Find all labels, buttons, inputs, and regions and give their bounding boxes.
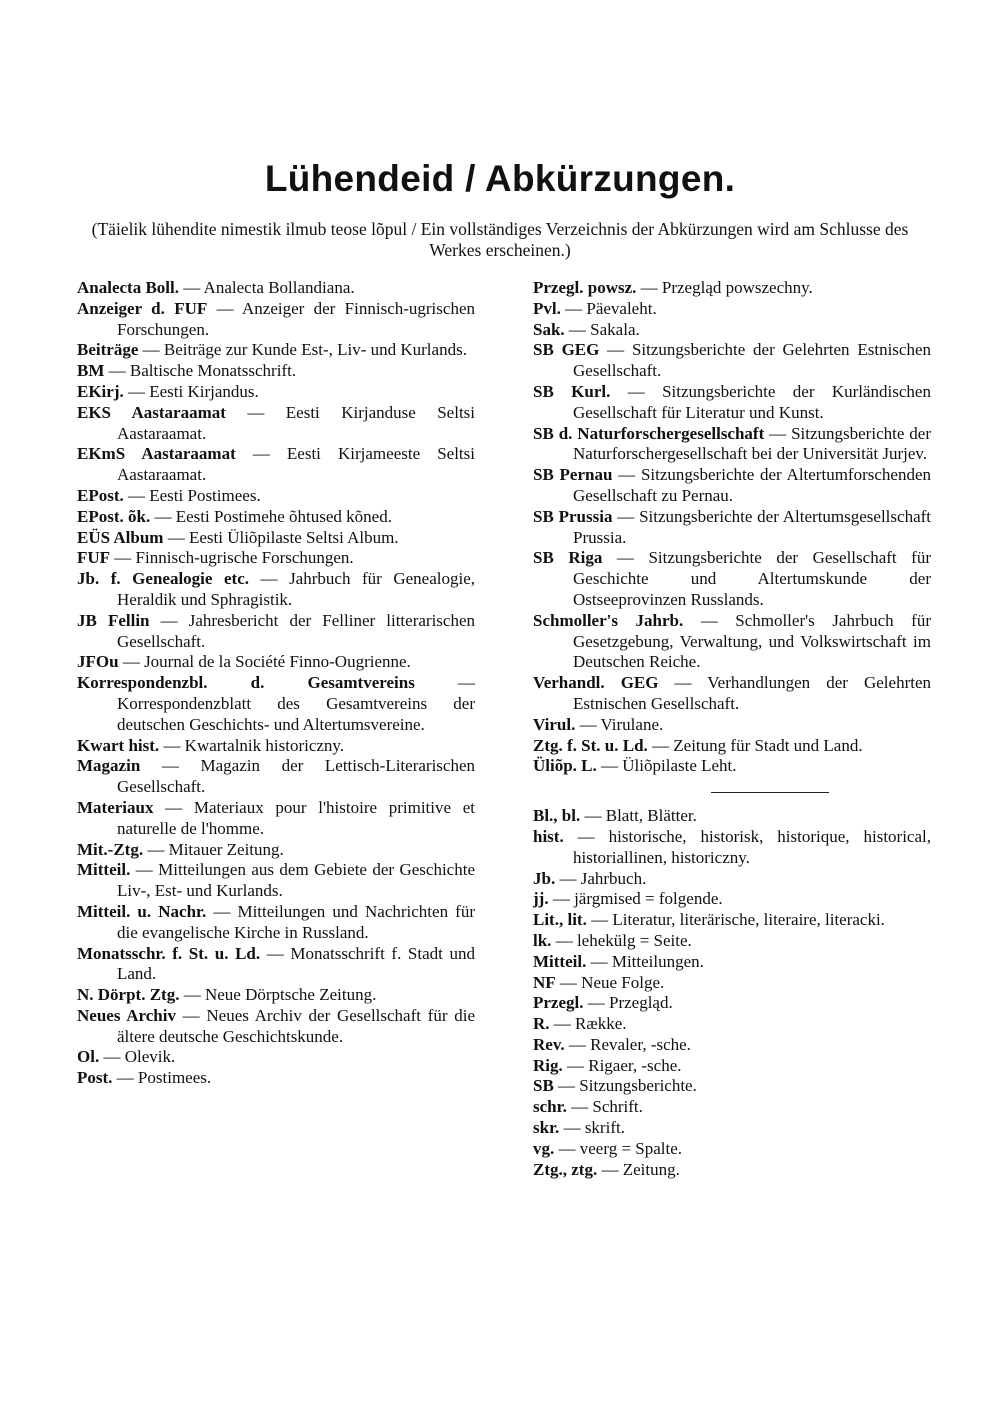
abbreviation-definition: — veerg = Spalte.: [554, 1138, 683, 1158]
abbreviation-entry: [533, 756, 931, 777]
abbreviation-definition: — Zeitung.: [597, 1159, 680, 1179]
abbreviation-entry: [77, 798, 475, 840]
abbreviation-term: EPost.: [77, 485, 124, 505]
abbreviation-entry: [533, 278, 931, 299]
abbreviation-term: EÜS Album: [77, 527, 164, 547]
abbreviation-term: SB Riga: [533, 548, 603, 568]
abbreviation-term: Monatsschr. f. St. u. Ld.: [77, 943, 261, 963]
abbreviation-entry: [77, 611, 475, 653]
abbreviation-definition: — Postimees.: [112, 1068, 212, 1088]
abbreviation-definition: — Korrespondenzblatt des Gesamtvereins der deutschen Geschichts- und Altertumsvereine.: [117, 673, 475, 734]
abbreviation-entry: [533, 806, 931, 827]
abbreviation-definition: — historische, historisk, historique, historical, historiallinen, historiczny.: [563, 826, 931, 867]
abbreviation-term: Materiaux: [77, 797, 154, 817]
abbreviation-entry: [533, 910, 931, 931]
abbreviation-definition: — Sitzungsberichte der Gesellschaft für Geschichte und Altertumskunde der Ostseeprovinzen Russlands.: [573, 548, 932, 609]
abbreviation-definition: — Jahresbericht der Felliner litterarischen Gesellschaft.: [117, 610, 475, 651]
abbreviation-definition: — Sitzungsberichte der Naturforschergesellschaft bei der Universität Jurjev.: [573, 423, 931, 464]
abbreviation-definition: — Blatt, Blätter.: [580, 806, 697, 826]
abbreviation-definition: — Przegląd powszechny.: [636, 278, 813, 297]
abbreviation-entry: [533, 1035, 931, 1056]
abbreviation-term: lk.: [533, 930, 552, 950]
abbreviation-definition: — Mitteilungen aus dem Gebiete der Geschichte Liv-, Est- und Kurlands.: [117, 860, 475, 901]
abbreviation-entry: [533, 827, 931, 869]
abbreviation-definition: — Sitzungsberichte der Altertumsgesellschaft Prussia.: [573, 506, 932, 547]
abbreviation-term: SB Kurl.: [533, 381, 611, 401]
abbreviation-entry: [77, 1006, 475, 1048]
abbreviation-term: Beiträge: [77, 340, 139, 360]
page-title: Lühendeid / Abkürzungen.: [264, 158, 736, 199]
abbreviation-entry: [533, 548, 931, 610]
right-entries: [533, 278, 931, 777]
abbreviation-term: JB Fellin: [77, 610, 150, 630]
page-subtitle: (Täielik lühendite nimestik ilmub teose lõpul / Ein vollständiges Verzeichnis der Abkürzungen wird am Schlusse des Werkes erscheinen.): [91, 219, 909, 260]
abbreviation-term: Ztg., ztg.: [533, 1159, 598, 1179]
abbreviation-entry: [533, 1139, 931, 1160]
abbreviation-definition: — Analecta Bollandiana.: [179, 278, 355, 297]
abbreviation-definition: — Olevik.: [99, 1047, 176, 1067]
abbreviation-term: Üliõp. L.: [533, 756, 597, 776]
abbreviation-definition: — Materiaux pour l'histoire primitive et naturelle de l'homme.: [117, 797, 475, 838]
abbreviation-entry: [533, 869, 931, 890]
abbreviation-term: EKmS Aastaraamat: [77, 444, 236, 464]
abbreviation-term: BM: [77, 361, 105, 381]
abbreviation-term: JFOu: [77, 652, 119, 672]
abbreviation-entry: [533, 465, 931, 507]
abbreviation-definition: — Verhandlungen der Gelehrten Estnischen Gesellschaft.: [573, 673, 931, 713]
abbreviation-term: Przegl. powsz.: [533, 278, 637, 297]
abbreviation-entry: [77, 985, 475, 1006]
abbreviation-term: Bl., bl.: [533, 806, 581, 826]
abbreviation-entry: [77, 278, 475, 299]
abbreviation-definition: — Jahrbuch.: [555, 868, 647, 888]
abbreviation-entry: [533, 1160, 931, 1181]
abbreviation-entry: [77, 840, 475, 861]
abbreviation-entry: [77, 860, 475, 902]
abbreviation-entry: [533, 382, 931, 424]
abbreviation-entry: [533, 1118, 931, 1139]
abbreviation-term: Verhandl. GEG: [533, 673, 659, 693]
abbreviation-entry: [533, 507, 931, 549]
abbreviation-definition: — Rigaer, -sche.: [562, 1055, 682, 1075]
abbreviation-definition: — Kwartalnik historiczny.: [159, 735, 345, 755]
abbreviation-entry: [533, 673, 931, 715]
abbreviation-term: Rig.: [533, 1055, 563, 1075]
general-abbreviations: [533, 806, 931, 1180]
abbreviation-definition: — Finnisch-ugrische Forschungen.: [110, 548, 354, 568]
abbreviation-definition: — Magazin der Lettisch-Literarischen Gesellschaft.: [117, 756, 475, 797]
abbreviation-entry: [533, 424, 931, 466]
abbreviation-entry: [533, 320, 931, 341]
abbreviation-term: Korrespondenzbl. d. Gesamtvereins: [77, 673, 415, 693]
abbreviation-term: Mitteil.: [77, 860, 131, 880]
abbreviation-entry: [533, 1056, 931, 1077]
abbreviation-definition: — järgmised = folgende.: [548, 889, 723, 909]
abbreviation-entry: [533, 340, 931, 382]
abbreviation-definition: — Mitauer Zeitung.: [143, 839, 284, 859]
abbreviation-entry: [77, 569, 475, 611]
abbreviation-definition: — Virulane.: [575, 714, 664, 734]
abbreviation-term: Schmoller's Jahrb.: [533, 610, 684, 630]
abbreviation-definition: — Eesti Üliõpilaste Seltsi Album.: [163, 527, 399, 547]
abbreviation-entry: [77, 756, 475, 798]
abbreviation-entry: [77, 382, 475, 403]
abbreviation-term: NF: [533, 972, 556, 992]
abbreviation-term: Sak.: [533, 319, 565, 339]
abbreviation-definition: — Jahrbuch für Genealogie, Heraldik und Sphragistik.: [117, 569, 475, 609]
abbreviation-entry: [533, 889, 931, 910]
abbreviation-definition: — Eesti Kirjandus.: [123, 381, 259, 401]
abbreviation-term: SB GEG: [533, 340, 600, 360]
section-divider: [711, 792, 829, 793]
abbreviation-definition: — Anzeiger der Finnisch-ugrischen Forschungen.: [117, 298, 475, 339]
abbreviation-entry: [77, 403, 475, 445]
abbreviation-entry: [77, 444, 475, 486]
abbreviation-entry: [533, 1014, 931, 1035]
abbreviation-term: jj.: [533, 889, 549, 909]
abbreviation-term: Kwart hist.: [77, 735, 160, 755]
abbreviation-term: Mit.-Ztg.: [77, 839, 144, 859]
abbreviation-definition: — Række.: [549, 1014, 627, 1034]
abbreviation-definition: — Schmoller's Jahrbuch für Gesetzgebung, Verwaltung, und Volkswirtschaft im Deutschen Reiche.: [573, 610, 932, 672]
abbreviation-term: Przegl.: [533, 993, 584, 1013]
abbreviation-entry: [533, 736, 931, 757]
abbreviation-definition: — Mitteilungen und Nachrichten für die evangelische Kirche in Russland.: [117, 901, 475, 942]
abbreviation-term: schr.: [533, 1097, 567, 1117]
abbreviation-entry: [77, 361, 475, 382]
abbreviation-term: Mitteil.: [533, 951, 587, 971]
abbreviation-definition: — Literatur, literärische, literaire, literacki.: [586, 910, 885, 930]
right-column: [533, 278, 931, 1180]
abbreviation-entry: [533, 1097, 931, 1118]
abbreviation-term: N. Dörpt. Ztg.: [77, 985, 180, 1005]
abbreviation-definition: — Przegląd.: [583, 993, 673, 1013]
abbreviation-definition: — Journal de la Société Finno-Ougrienne.: [118, 652, 411, 672]
abbreviation-entry: [77, 1047, 475, 1068]
abbreviation-definition: — Neues Archiv der Gesellschaft für die ältere deutsche Geschichtskunde.: [117, 1005, 475, 1046]
abbreviation-definition: — Sakala.: [564, 319, 640, 339]
abbreviation-term: EPost. õk.: [77, 506, 151, 526]
abbreviation-definition: — Eesti Kirjanduse Seltsi Aastaraamat.: [117, 402, 476, 443]
abbreviation-entry: [533, 611, 931, 673]
abbreviation-term: Pvl.: [533, 298, 561, 318]
abbreviation-term: Lit., lit.: [533, 910, 587, 930]
left-column: [77, 278, 475, 1089]
abbreviation-term: Rev.: [533, 1034, 565, 1054]
abbreviation-definition: — Monatsschrift f. Stadt und Land.: [117, 943, 475, 984]
abbreviation-term: SB Pernau: [533, 465, 613, 485]
abbreviation-entry: [77, 486, 475, 507]
abbreviation-term: skr.: [533, 1118, 560, 1138]
abbreviation-entry: [533, 952, 931, 973]
abbreviation-term: Analecta Boll.: [77, 278, 179, 297]
abbreviation-entry: [533, 299, 931, 320]
abbreviation-entry: [77, 944, 475, 986]
abbreviation-definition: — Sitzungsberichte.: [553, 1076, 697, 1096]
abbreviation-definition: — Sitzungsberichte der Kurländischen Gesellschaft für Literatur und Kunst.: [573, 381, 931, 422]
abbreviation-definition: — skrift.: [559, 1118, 625, 1138]
abbreviation-entry: [533, 931, 931, 952]
abbreviation-term: FUF: [77, 548, 111, 568]
abbreviation-term: Ztg. f. St. u. Ld.: [533, 735, 648, 755]
abbreviation-definition: — Päevaleht.: [560, 298, 657, 318]
abbreviation-definition: — Mitteilungen.: [586, 951, 704, 971]
abbreviation-term: SB Prussia: [533, 506, 613, 526]
abbreviation-entry: [77, 548, 475, 569]
abbreviation-definition: — Baltische Monatsschrift.: [104, 361, 297, 381]
abbreviation-term: Anzeiger d. FUF: [77, 298, 208, 318]
abbreviation-definition: — Eesti Postimees.: [123, 485, 261, 505]
abbreviation-entry: [533, 715, 931, 736]
abbreviation-term: vg.: [533, 1138, 555, 1158]
abbreviation-definition: — Eesti Postimehe õhtused kõned.: [150, 506, 392, 526]
abbreviation-term: Ol.: [77, 1047, 100, 1067]
abbreviation-definition: — Zeitung für Stadt und Land.: [647, 735, 863, 755]
abbreviation-entry: [77, 673, 475, 735]
abbreviation-term: Mitteil. u. Nachr.: [77, 901, 207, 921]
abbreviation-entry: [77, 507, 475, 528]
abbreviation-definition: — Sitzungsberichte der Gelehrten Estnischen Gesellschaft.: [573, 340, 931, 381]
abbreviation-definition: — lehekülg = Seite.: [551, 930, 692, 950]
abbreviation-entry: [77, 340, 475, 361]
abbreviation-term: Neues Archiv: [77, 1005, 176, 1025]
abbreviation-entry: [77, 299, 475, 341]
abbreviation-entry: [77, 528, 475, 549]
abbreviation-term: Magazin: [77, 756, 141, 776]
abbreviation-term: Jb.: [533, 868, 556, 888]
abbreviation-definition: — Eesti Kirjameeste Seltsi Aastaraamat.: [117, 444, 475, 485]
abbreviation-entry: [77, 1068, 475, 1089]
abbreviation-definition: — Beiträge zur Kunde Est-, Liv- und Kurlands.: [138, 340, 467, 360]
abbreviation-term: Jb. f. Genealogie etc.: [77, 569, 249, 589]
abbreviation-definition: — Schrift.: [566, 1097, 643, 1117]
abbreviation-term: Virul.: [533, 714, 576, 734]
abbreviation-term: hist.: [533, 826, 564, 846]
abbreviation-term: SB d. Naturforschergesellschaft: [533, 423, 765, 443]
abbreviation-definition: — Revaler, -sche.: [564, 1034, 691, 1054]
abbreviation-term: SB: [533, 1076, 554, 1096]
abbreviation-entry: [533, 993, 931, 1014]
abbreviation-entry: [77, 902, 475, 944]
abbreviation-term: EKS Aastaraamat: [77, 402, 226, 422]
abbreviation-entry: [533, 1076, 931, 1097]
abbreviation-entry: [77, 736, 475, 757]
abbreviation-entry: [533, 973, 931, 994]
abbreviation-definition: — Üliõpilaste Leht.: [596, 756, 737, 776]
abbreviation-definition: — Neue Dörptsche Zeitung.: [179, 985, 377, 1005]
abbreviation-term: EKirj.: [77, 381, 124, 401]
abbreviation-entry: [77, 652, 475, 673]
abbreviation-definition: — Neue Folge.: [555, 972, 665, 992]
abbreviation-term: Post.: [77, 1068, 113, 1088]
abbreviation-definition: — Sitzungsberichte der Altertumforschenden Gesellschaft zu Pernau.: [573, 465, 931, 505]
abbreviation-term: R.: [533, 1014, 550, 1034]
